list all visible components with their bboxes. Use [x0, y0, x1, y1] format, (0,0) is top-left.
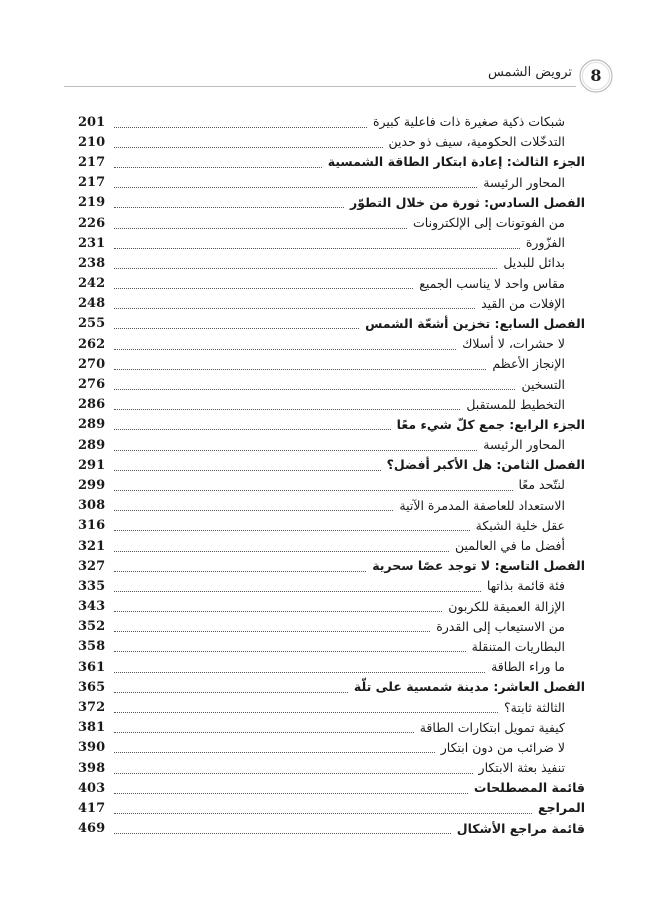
toc-page-number: 299	[78, 477, 106, 493]
toc-entry-row[interactable]	[78, 354, 585, 374]
toc-page-number: 321	[78, 538, 106, 554]
dot-leader	[114, 328, 359, 329]
toc-page-number: 286	[78, 397, 106, 413]
toc-page-number: 316	[78, 518, 106, 534]
toc-page-number: 358	[78, 639, 106, 655]
toc-page-number: 210	[78, 134, 106, 150]
toc-entry-title: الاستعداد للعاصفة المدمرة الآتية	[399, 497, 565, 513]
dot-leader	[114, 470, 381, 471]
page-number: 8	[590, 66, 602, 85]
toc-entry-row[interactable]	[78, 697, 585, 717]
dot-leader	[114, 147, 383, 148]
dot-leader	[114, 207, 344, 208]
toc-entry-title: المراجع	[538, 800, 585, 816]
toc-page-number: 365	[78, 679, 106, 695]
toc-page-number: 469	[78, 821, 106, 837]
toc-page-number: 217	[78, 175, 106, 191]
toc-heading-row[interactable]	[78, 314, 585, 334]
dot-leader	[114, 793, 468, 794]
toc-page-number: 343	[78, 599, 106, 615]
dot-leader	[114, 429, 391, 430]
toc-page-number: 372	[78, 700, 106, 716]
toc-entry-title: الإزالة العميقة للكربون	[448, 598, 565, 614]
toc-entry-title: الإفلات من القيد	[481, 295, 565, 311]
toc-entry-row[interactable]	[78, 294, 585, 314]
toc-entry-title: الإنجاز الأعظم	[492, 356, 565, 372]
toc-entry-row[interactable]	[78, 132, 585, 152]
toc-page-number: 361	[78, 659, 106, 675]
running-header	[0, 52, 660, 112]
dot-leader	[114, 228, 407, 229]
toc-entry-row[interactable]	[78, 334, 585, 354]
dot-leader	[114, 490, 513, 491]
toc-page-number: 248	[78, 296, 106, 312]
toc-entry-title: الجزء الرابع: جمع كلّ شيء معًا	[396, 416, 585, 432]
toc-entry-title: فئة قائمة بذاتها	[486, 578, 565, 594]
dot-leader	[114, 409, 460, 410]
toc-heading-row[interactable]	[78, 152, 585, 172]
dot-leader	[114, 773, 473, 774]
dot-leader	[114, 672, 485, 673]
toc-entry-title: بدائل للبديل	[503, 255, 565, 271]
toc-entry-row[interactable]	[78, 738, 585, 758]
dot-leader	[114, 813, 532, 814]
dot-leader	[114, 248, 520, 249]
toc-entry-row[interactable]	[78, 718, 585, 738]
toc-page-number: 255	[78, 316, 106, 332]
toc-entry-title: التدخّلات الحكومية، سيف ذو حدين	[388, 134, 565, 150]
toc-entry-title: ما وراء الطاقة	[491, 659, 565, 675]
dot-leader	[114, 752, 435, 753]
dot-leader	[114, 551, 449, 552]
dot-leader	[114, 611, 442, 612]
toc-entry-title: الفصل التاسع: لا توجد عصًا سحرية	[372, 558, 585, 574]
toc-heading-row[interactable]	[78, 415, 585, 435]
toc-heading-row[interactable]	[78, 556, 585, 576]
toc-entry-row[interactable]	[78, 173, 585, 193]
toc-entry-row[interactable]	[78, 597, 585, 617]
toc-entry-title: الفصل السادس: ثورة من خلال التطوّر	[350, 194, 585, 210]
toc-entry-row[interactable]	[78, 253, 585, 273]
dot-leader	[114, 450, 477, 451]
dot-leader	[114, 369, 486, 370]
toc-entry-title: المحاور الرئيسة	[483, 174, 565, 190]
dot-leader	[114, 591, 481, 592]
toc-entry-title: الجزء الثالث: إعادة ابتكار الطاقة الشمسية	[327, 154, 585, 170]
toc-entry-row[interactable]	[78, 657, 585, 677]
dot-leader	[114, 187, 477, 188]
toc-entry-title: مقاس واحد لا يناسب الجميع	[419, 275, 565, 291]
toc-heading-row[interactable]	[78, 193, 585, 213]
toc-page-number: 381	[78, 720, 106, 736]
toc-page-number: 262	[78, 336, 106, 352]
toc-entry-title: أفضل ما في العالمين	[454, 538, 565, 554]
toc-entry-title: الفزّورة	[525, 235, 565, 251]
toc-entry-row[interactable]	[78, 395, 585, 415]
toc-page-number: 238	[78, 255, 106, 271]
toc-page-number: 335	[78, 578, 106, 594]
toc-entry-title: البطاريات المتنقلة	[471, 638, 565, 654]
toc-entry-row[interactable]	[78, 112, 585, 132]
toc-entry-title: شبكات ذكية صغيرة ذات فاعلية كبيرة	[372, 114, 565, 130]
dot-leader	[114, 732, 414, 733]
dot-leader	[114, 510, 393, 511]
toc-entry-title: التخطيط للمستقبل	[466, 396, 565, 412]
toc-entry-row[interactable]	[78, 233, 585, 253]
toc-entry-title: قائمة المصطلحات	[473, 780, 585, 796]
toc-page-number: 276	[78, 377, 106, 393]
toc-page-number: 417	[78, 800, 106, 816]
toc-entry-title: التسخين	[521, 376, 565, 392]
dot-leader	[114, 571, 366, 572]
toc-heading-row[interactable]	[78, 798, 585, 818]
toc-entry-row[interactable]	[78, 536, 585, 556]
toc-page-number: 226	[78, 215, 106, 231]
toc-page-number: 352	[78, 619, 106, 635]
toc-entry-row[interactable]	[78, 475, 585, 495]
toc-page-number: 390	[78, 740, 106, 756]
dot-leader	[114, 167, 322, 168]
dot-leader	[114, 308, 475, 309]
toc-entry-title: من الاستيعاب إلى القدرة	[436, 618, 565, 634]
toc-entry-title: الفصل العاشر: مدينة شمسية على تلّة	[353, 679, 585, 695]
toc-page-number: 289	[78, 417, 106, 433]
dot-leader	[114, 712, 498, 713]
toc-entry-row[interactable]	[78, 637, 585, 657]
toc-page-number: 219	[78, 195, 106, 211]
toc-page-number: 403	[78, 780, 106, 796]
toc-entry-row[interactable]	[78, 274, 585, 294]
toc-page-number: 201	[78, 114, 106, 130]
toc-entry-title: الفصل السابع: تخزين أشعّة الشمس	[365, 315, 585, 331]
toc-entry-title: لنتّحد معًا	[518, 477, 565, 493]
toc-entry-title: المحاور الرئيسة	[483, 437, 565, 453]
toc-entry-row[interactable]	[78, 496, 585, 516]
toc-page-number: 291	[78, 457, 106, 473]
dot-leader	[114, 631, 430, 632]
toc-entry-row[interactable]	[78, 576, 585, 596]
dot-leader	[114, 268, 497, 269]
toc-page-number: 327	[78, 558, 106, 574]
header-divider	[64, 86, 576, 87]
toc-entry-title: الثالثة ثابتة؟	[504, 699, 565, 715]
toc-page-number: 242	[78, 276, 106, 292]
toc-entry-title: لا حشرات، لا أسلاك	[462, 336, 565, 352]
dot-leader	[114, 651, 466, 652]
book-title: ترويض الشمس	[487, 65, 572, 80]
toc-page-number: 231	[78, 235, 106, 251]
toc-entry-row[interactable]	[78, 213, 585, 233]
toc-heading-row[interactable]	[78, 819, 585, 839]
toc-entry-title: كيفية تمويل ابتكارات الطاقة	[419, 719, 565, 735]
toc-entry-row[interactable]	[78, 758, 585, 778]
dot-leader	[114, 389, 515, 390]
toc-page-number: 289	[78, 437, 106, 453]
toc-entry-title: الفصل الثامن: هل الأكبر أفضل؟	[386, 457, 585, 473]
toc-entry-title: عقل خلية الشبكة	[475, 517, 565, 533]
dot-leader	[114, 349, 456, 350]
table-of-contents	[78, 112, 585, 839]
dot-leader	[114, 127, 367, 128]
toc-entry-row[interactable]	[78, 617, 585, 637]
toc-entry-row[interactable]	[78, 374, 585, 394]
toc-page-number: 308	[78, 498, 106, 514]
toc-entry-title: قائمة مراجع الأشكال	[456, 820, 585, 836]
dot-leader	[114, 530, 470, 531]
dot-leader	[114, 692, 348, 693]
page-number-badge	[578, 58, 614, 94]
toc-entry-title: لا ضرائب من دون ابتكار	[440, 739, 565, 755]
toc-heading-row[interactable]	[78, 455, 585, 475]
toc-entry-title: تنفيذ بعثة الابتكار	[478, 760, 565, 776]
toc-entry-title: من الفوتونات إلى الإلكترونات	[413, 215, 565, 231]
toc-entry-row[interactable]	[78, 435, 585, 455]
toc-entry-row[interactable]	[78, 516, 585, 536]
toc-heading-row[interactable]	[78, 677, 585, 697]
toc-page-number: 398	[78, 760, 106, 776]
dot-leader	[114, 833, 451, 834]
toc-page-number: 270	[78, 356, 106, 372]
toc-page-number: 217	[78, 154, 106, 170]
toc-heading-row[interactable]	[78, 778, 585, 798]
dot-leader	[114, 288, 413, 289]
